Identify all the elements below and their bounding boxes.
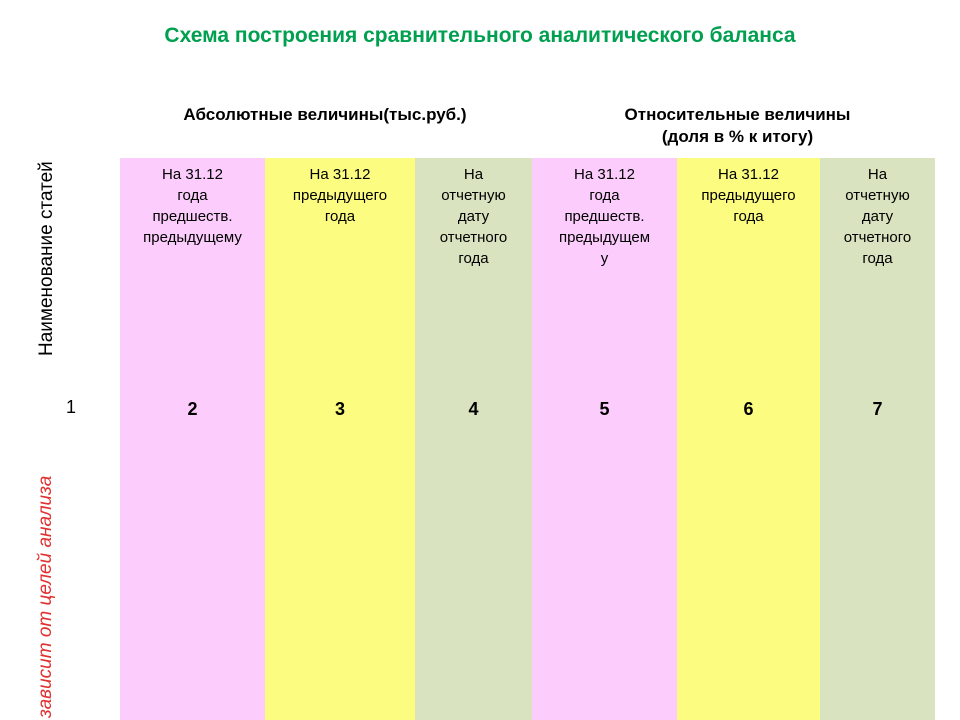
column-header: На отчетную дату отчетного года [439,166,508,267]
column-number: 4 [468,399,479,419]
column-number: 2 [187,399,198,419]
column-6 [677,158,820,720]
column-number-1: 1 [66,397,77,417]
column-5 [532,158,677,720]
column-3 [265,158,415,720]
column-number: 5 [599,399,610,419]
column-header: На 31.12 года предшеств. предыдущем у [558,166,651,267]
column-7 [820,158,935,720]
page-title: Схема построения сравнительного аналитического баланса [164,24,796,47]
row-note-depends-on-goals: зависит от целей анализа [35,475,56,718]
group-header-absolute: Абсолютные величины(тыс.руб.) [183,105,467,124]
column-4 [415,158,532,720]
column-number: 3 [334,399,345,419]
row-label-item-names: Наименование статей [36,161,57,356]
column-header: На 31.12 предыдущего года [292,166,388,225]
column-header: На 31.12 года предшеств. предыдущему [143,166,242,246]
column-number: 7 [872,399,883,419]
column-header: На отчетную дату отчетного года [843,166,912,267]
column-header: На 31.12 предыдущего года [701,166,796,225]
column-2 [120,158,265,720]
group-header-relative: Относительные величины (доля в % к итогу) [624,105,851,146]
column-number: 6 [743,399,754,419]
